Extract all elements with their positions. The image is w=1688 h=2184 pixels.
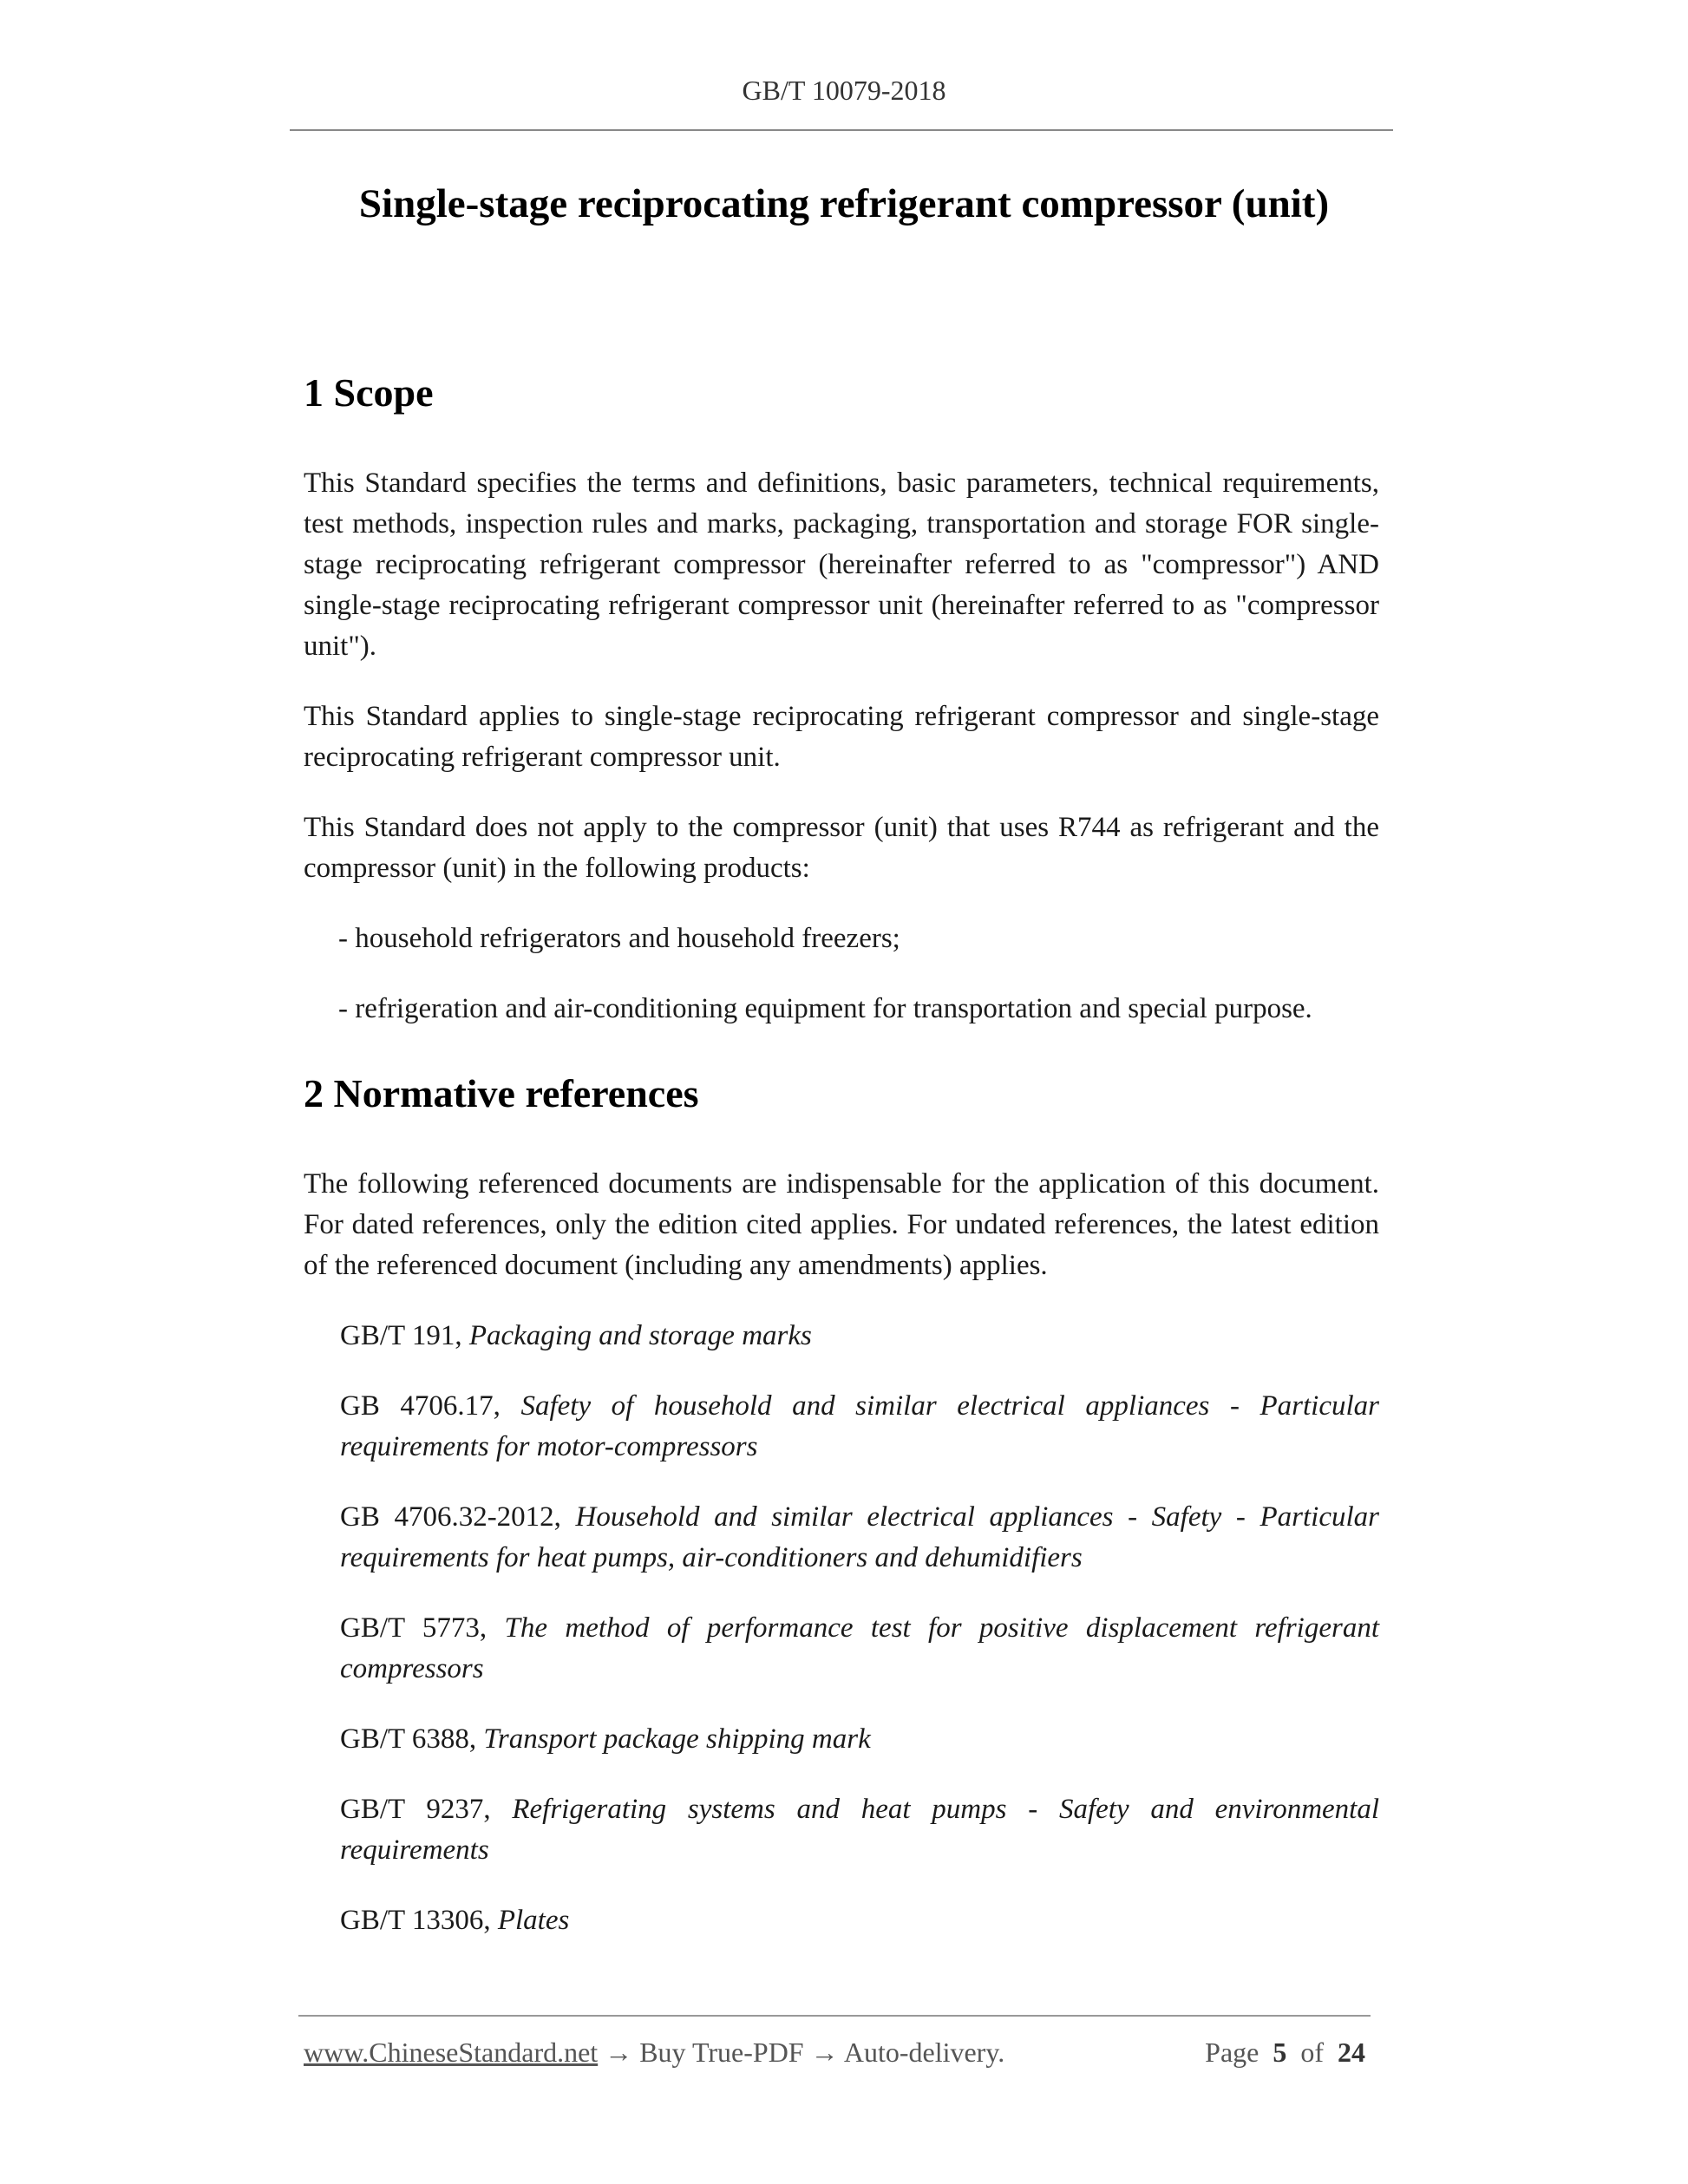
reference-entry — [304, 1497, 1379, 1579]
reference-code: GB/T 9237, — [340, 1794, 513, 1826]
exclusion-list-item: - refrigeration and air-conditioning equipment for transportation and special purpose. — [338, 993, 1312, 1025]
exclusion-list-item: - household refrigerators and household freezers; — [338, 923, 900, 955]
reference-code: GB 4706.32-2012, — [340, 1501, 576, 1533]
section-heading-normative-references: 2 Normative references — [304, 1071, 699, 1116]
page-label: Page — [1205, 2037, 1259, 2068]
reference-entry — [304, 1789, 1379, 1871]
reference-title: Packaging and storage marks — [468, 1320, 812, 1352]
reference-title: Transport package shipping mark — [483, 1723, 871, 1756]
header-divider — [290, 129, 1393, 131]
reference-title: The method of performance test for positive displacement refrigerant compressors — [340, 1612, 1379, 1685]
arrow-right-icon: → — [810, 2037, 839, 2068]
document-title: Single-stage reciprocating refrigerant compressor (unit) — [358, 181, 1330, 226]
reference-code: GB/T 5773, — [340, 1612, 505, 1645]
normative-intro-paragraph: The following referenced documents are indispensable for the application of this document. For dated references, only the edition cited applies. For undated references, the latest edition of the referenced document (including any amendments) applies. — [304, 1168, 1379, 1282]
current-page-number: 5 — [1273, 2037, 1287, 2068]
reference-title: Safety of household and similar electrical appliances - Particular requirements for motor-compressors — [340, 1390, 1379, 1463]
scope-paragraph-3: This Standard does not apply to the compressor (unit) that uses R744 as refrigerant and the compressor (unit) in the following products: — [304, 812, 1379, 885]
of-label: of — [1300, 2037, 1324, 2068]
reference-entry — [304, 1900, 1379, 1941]
scope-paragraph-1: This Standard specifies the terms and definitions, basic parameters, technical requirements, test methods, inspection rules and marks, packaging, transportation and storage FOR single-stage reciprocating refrigerant compressor (hereinafter referred to as "compressor") AND single-stage reciprocating refrigerant compressor unit (hereinafter referred to as "compressor unit"). — [304, 468, 1379, 663]
reference-title: Refrigerating systems and heat pumps - Safety and environmental requirements — [340, 1794, 1380, 1867]
header-standard-code: GB/T 10079-2018 — [742, 75, 946, 106]
site-link[interactable]: www.ChineseStandard.net — [304, 2037, 599, 2068]
buy-true-pdf-text: Buy True-PDF — [639, 2037, 804, 2068]
reference-code: GB/T 191, — [340, 1320, 469, 1352]
reference-code: GB/T 6388, — [340, 1723, 484, 1756]
section-heading-scope: 1 Scope — [304, 370, 434, 415]
footer-divider — [298, 2015, 1371, 2017]
scope-paragraph-2: This Standard applies to single-stage reciprocating refrigerant compressor and single-stage reciprocating refrigerant compressor unit. — [304, 701, 1379, 774]
reference-code: GB/T 13306, — [340, 1905, 498, 1937]
arrow-right-icon: → — [605, 2037, 633, 2068]
footer-promo — [304, 2037, 1004, 2069]
document-body — [304, 369, 1379, 1941]
auto-delivery-text: Auto-delivery. — [843, 2037, 1005, 2068]
reference-entry — [304, 1608, 1379, 1690]
reference-title: Household and similar electrical appliances - Safety - Particular requirements for heat pumps, air-conditioners and dehumidifiers — [340, 1501, 1379, 1574]
reference-entry — [304, 1386, 1379, 1468]
reference-entry — [304, 1316, 1379, 1357]
reference-code: GB 4706.17, — [340, 1390, 521, 1422]
reference-title: Plates — [497, 1905, 570, 1937]
page-indicator — [1205, 2037, 1365, 2069]
reference-entry — [304, 1719, 1379, 1760]
total-pages-number: 24 — [1338, 2037, 1365, 2068]
